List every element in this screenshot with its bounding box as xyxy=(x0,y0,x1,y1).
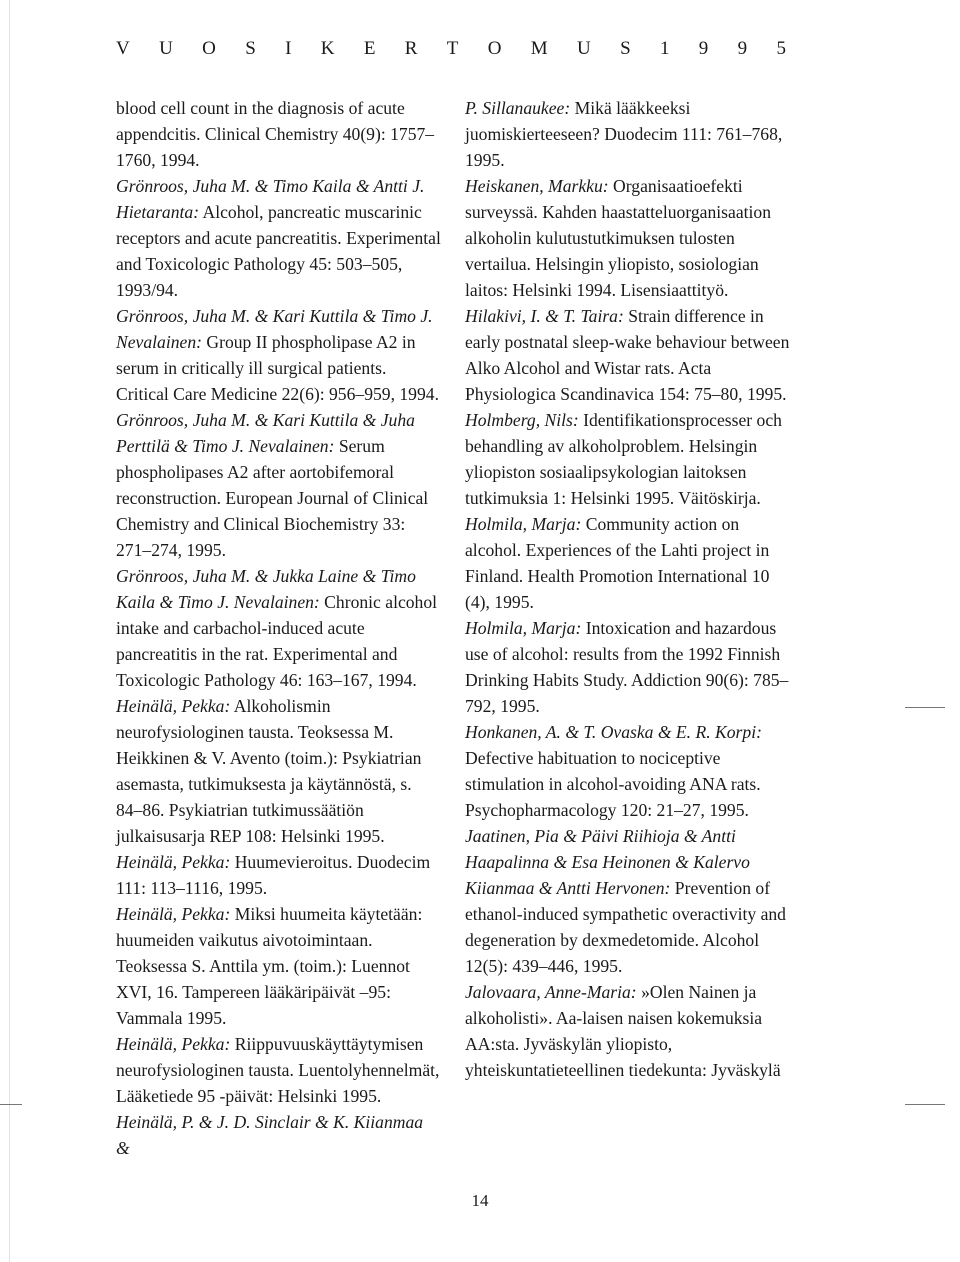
header-letter: 1 xyxy=(659,38,670,59)
page-number: 14 xyxy=(471,1191,489,1210)
reference-authors: Heinälä, Pekka: xyxy=(116,852,231,872)
reference-entry xyxy=(465,615,790,719)
right-column xyxy=(465,95,790,1083)
reference-text: Alcohol, pancreatic muscarinic receptors and acute pancreatitis. Experimental and Toxicologic Pathology 45: 503–505, 1993/94. xyxy=(116,202,441,300)
reference-entry xyxy=(116,901,441,1031)
left-column xyxy=(116,95,441,1161)
reference-entry xyxy=(465,823,790,979)
reference-entry xyxy=(116,173,441,303)
reference-authors: Grönroos, Juha M. & Timo Kaila & Antti J. Hietaranta: xyxy=(116,176,425,222)
reference-entry xyxy=(465,979,790,1083)
reference-entry xyxy=(465,719,790,823)
reference-text: Miksi huumeita käytetään: huumeiden vaikutus aivotoimintaan. Teoksessa S. Anttila ym. (toim.): Luennot XVI, 16. Tampereen lääkäripäivät –95: Vammala 1995. xyxy=(116,904,423,1028)
reference-text: Serum phospholipases A2 after aortobifemoral reconstruction. European Journal of Clinical Chemistry and Clinical Biochemistry 33: 271–274, 1995. xyxy=(116,436,429,560)
reference-authors: Holmila, Marja: xyxy=(465,514,582,534)
header-letter: S xyxy=(245,38,256,59)
reference-authors: P. Sillanaukee: xyxy=(465,98,571,118)
header-letter: E xyxy=(363,38,376,59)
reference-authors: Grönroos, Juha M. & Kari Kuttila & Juha Perttilä & Timo J. Nevalainen: xyxy=(116,410,415,456)
reference-entry xyxy=(465,173,790,303)
reference-authors: Hilakivi, I. & T. Taira: xyxy=(465,306,624,326)
header-letter: U xyxy=(159,38,173,59)
header-letter: R xyxy=(404,38,418,59)
header-letter: O xyxy=(202,38,216,59)
reference-authors: Grönroos, Juha M. & Jukka Laine & Timo Kaila & Timo J. Nevalainen: xyxy=(116,566,416,612)
reference-entry xyxy=(465,511,790,615)
reference-entry xyxy=(116,95,441,173)
reference-entry xyxy=(116,303,441,407)
reference-text: Mikä lääkkeeksi juomiskierteeseen? Duodecim 111: 761–768, 1995. xyxy=(465,98,783,170)
reference-text: Chronic alcohol intake and carbachol-induced acute pancreatitis in the rat. Experimental and Toxicologic Pathology 46: 163–167, 1994. xyxy=(116,592,438,690)
reference-text: Organisaatioefekti surveyssä. Kahden haastatteluorganisaation alkoholin kulutustutkimuksen tulosten vertailua. Helsingin yliopisto, sosiologian laitos: Helsinki 1994. Lisensiaattityö. xyxy=(465,176,772,300)
header-letter: 5 xyxy=(776,38,786,59)
reference-entry xyxy=(116,1109,441,1161)
reference-text: Defective habituation to nociceptive stimulation in alcohol-avoiding ANA rats. Psychopharmacology 120: 21–27, 1995. xyxy=(465,748,761,820)
reference-authors: Heiskanen, Markku: xyxy=(465,176,609,196)
margin-mark xyxy=(905,707,945,708)
header-letter: U xyxy=(577,38,591,59)
reference-entry xyxy=(465,303,790,407)
reference-authors: Heinälä, Pekka: xyxy=(116,1034,231,1054)
header-letter: O xyxy=(487,38,502,59)
reference-text: Community action on alcohol. Experiences of the Lahti project in Finland. Health Promotion International 10 (4), 1995. xyxy=(465,514,770,612)
header-letter: 9 xyxy=(737,38,748,59)
header-letter: 9 xyxy=(698,38,709,59)
reference-entry xyxy=(465,407,790,511)
header-letter: M xyxy=(530,38,548,59)
reference-authors: Jaatinen, Pia & Päivi Riihioja & Antti Haapalinna & Esa Heinonen & Kalervo Kiianmaa & Antti Hervonen: xyxy=(465,826,750,898)
reference-authors: Holmberg, Nils: xyxy=(465,410,579,430)
reference-text: Group II phospholipase A2 in serum in critically ill surgical patients. Critical Care Medicine 22(6): 956–959, 1994. xyxy=(116,332,439,404)
reference-authors: Grönroos, Juha M. & Kari Kuttila & Timo J. Nevalainen: xyxy=(116,306,433,352)
running-header xyxy=(116,38,786,60)
reference-authors: Honkanen, A. & T. Ovaska & E. R. Korpi: xyxy=(465,722,762,742)
reference-text: Riippuvuuskäyttäytymisen neurofysiologinen tausta. Luentolyhennelmät, Lääketiede 95 -päivät: Helsinki 1995. xyxy=(116,1034,440,1106)
header-letter: V xyxy=(116,38,130,59)
reference-authors: Holmila, Marja: xyxy=(465,618,582,638)
header-letter: K xyxy=(320,38,335,59)
reference-authors: Jalovaara, Anne-Maria: xyxy=(465,982,637,1002)
reference-text: »Olen Nainen ja alkoholisti». Aa-laisen naisen kokemuksia AA:sta. Jyväskylän yliopisto, yhteiskuntatieteellinen tiedekunta: Jyväskylä xyxy=(465,982,781,1080)
reference-text: Huumevieroitus. Duodecim 111: 113–1116, 1995. xyxy=(116,852,431,898)
reference-text: Intoxication and hazardous use of alcohol: results from the 1992 Finnish Drinking Habits Study. Addiction 90(6): 785–792, 1995. xyxy=(465,618,789,716)
reference-entry xyxy=(465,95,790,173)
header-letter: I xyxy=(285,38,292,59)
reference-text: Strain difference in early postnatal sleep-wake behaviour between Alko Alcohol and Wistar rats. Acta Physiologica Scandinavica 154: 75–80, 1995. xyxy=(465,306,790,404)
header-letter: S xyxy=(620,38,631,59)
header-letter: T xyxy=(446,38,459,59)
reference-authors: Heinälä, Pekka: xyxy=(116,696,231,716)
reference-entry xyxy=(116,407,441,563)
margin-mark xyxy=(905,1104,945,1105)
reference-text: blood cell count in the diagnosis of acute appendcitis. Clinical Chemistry 40(9): 1757– 1760, 1994. xyxy=(116,98,435,170)
margin-mark xyxy=(0,1104,22,1105)
scan-edge-line xyxy=(9,0,10,1262)
reference-text: Prevention of ethanol-induced sympathetic overactivity and degeneration by dexmedetomide. Alcohol 12(5): 439–446, 1995. xyxy=(465,878,786,976)
reference-entry xyxy=(116,849,441,901)
reference-authors: Heinälä, P. & J. D. Sinclair & K. Kiianmaa & xyxy=(116,1112,424,1158)
reference-entry xyxy=(116,693,441,849)
reference-authors: Heinälä, Pekka: xyxy=(116,904,231,924)
reference-entry xyxy=(116,1031,441,1109)
reference-text: Alkoholismin neurofysiologinen tausta. Teoksessa M. Heikkinen & V. Avento (toim.): Psykiatrian asemasta, tutkimuksesta ja käytännöstä, s. 84–86. Psykiatrian tutkimussäätiön julkaisusarja REP 108: Helsinki 1995. xyxy=(116,696,422,846)
reference-entry xyxy=(116,563,441,693)
reference-text: Identifikationsprocesser och behandling av alkoholproblem. Helsingin yliopiston sosiaalipsykologian laitoksen tutkimuksia 1: Helsinki 1995. Väitöskirja. xyxy=(465,410,782,508)
